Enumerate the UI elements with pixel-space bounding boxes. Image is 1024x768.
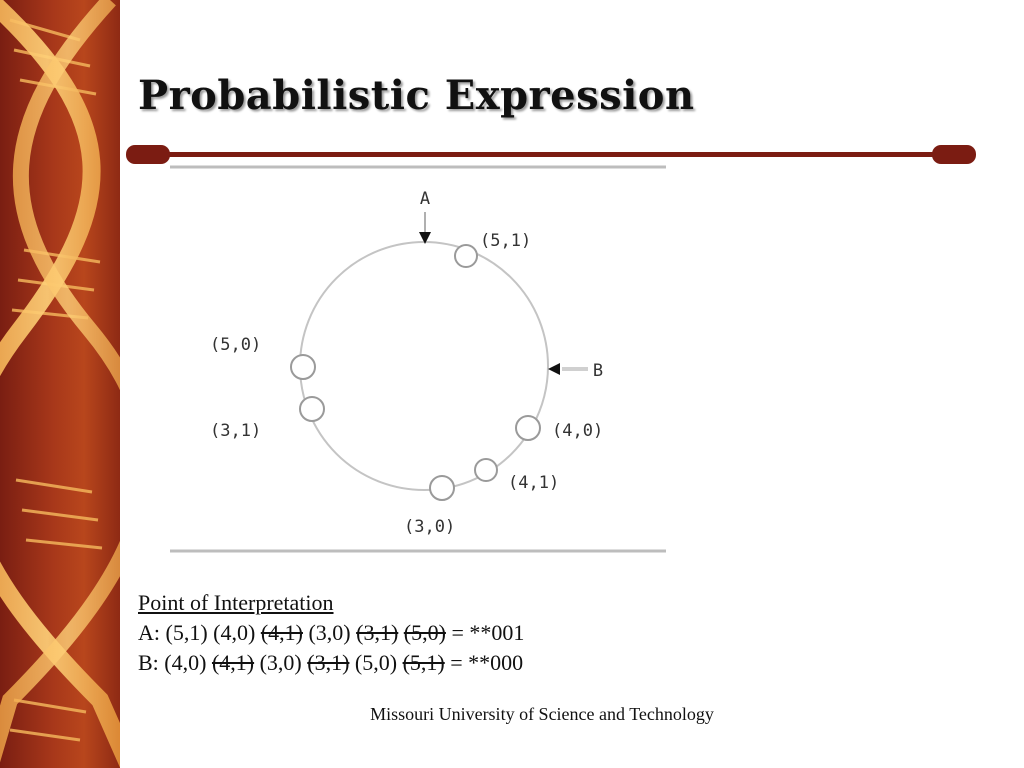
node-5-1 <box>455 245 477 267</box>
line-b-result: = **000 <box>450 650 524 675</box>
line-b-term: (4,0) <box>164 650 207 675</box>
dna-helix-icon <box>0 0 120 768</box>
node-3-0 <box>430 476 454 500</box>
slide-footer: Missouri University of Science and Technology <box>370 704 714 724</box>
interpretation-heading: Point of Interpretation <box>138 590 334 615</box>
line-a-term: (3,0) <box>308 620 351 645</box>
pointer-a-label: A <box>419 189 431 209</box>
node-label-3-1: (3,1) <box>210 421 262 441</box>
probabilistic-ring-diagram <box>168 164 668 556</box>
node-label-3-0: (3,0) <box>404 517 456 537</box>
line-a-prefix: A: <box>138 620 160 645</box>
node-label-5-1: (5,1) <box>480 231 532 251</box>
node-5-0 <box>291 355 315 379</box>
node-label-4-1: (4,1) <box>508 473 560 493</box>
pointer-b-label: B <box>592 361 604 381</box>
line-b-term-struck: (3,1) <box>307 650 350 675</box>
slide-title: Probabilistic Expression <box>138 72 695 119</box>
node-4-1 <box>475 459 497 481</box>
line-b-term-struck: (4,1) <box>211 650 255 675</box>
interpretation-block <box>138 588 524 678</box>
node-label-4-0: (4,0) <box>552 421 604 441</box>
node-4-0 <box>516 416 540 440</box>
ring-circle <box>300 242 548 490</box>
line-a-term-struck: (3,1) <box>356 620 399 645</box>
line-a-term: (5,1) <box>165 620 208 645</box>
line-a-term-struck: (4,1) <box>260 620 303 645</box>
interpretation-line-a <box>138 618 524 648</box>
dna-side-band <box>0 0 120 768</box>
interpretation-line-b <box>138 648 524 678</box>
node-3-1 <box>300 397 324 421</box>
line-a-term: (4,0) <box>213 620 256 645</box>
line-a-term-struck: (5,0) <box>403 620 446 645</box>
line-a-result: = **001 <box>451 620 525 645</box>
pointer-b-arrow-icon <box>548 363 560 375</box>
line-b-term-struck: (5,1) <box>402 650 445 675</box>
node-label-5-0: (5,0) <box>210 335 262 355</box>
line-b-term: (3,0) <box>259 650 302 675</box>
line-b-term: (5,0) <box>354 650 398 675</box>
line-b-prefix: B: <box>138 650 159 675</box>
